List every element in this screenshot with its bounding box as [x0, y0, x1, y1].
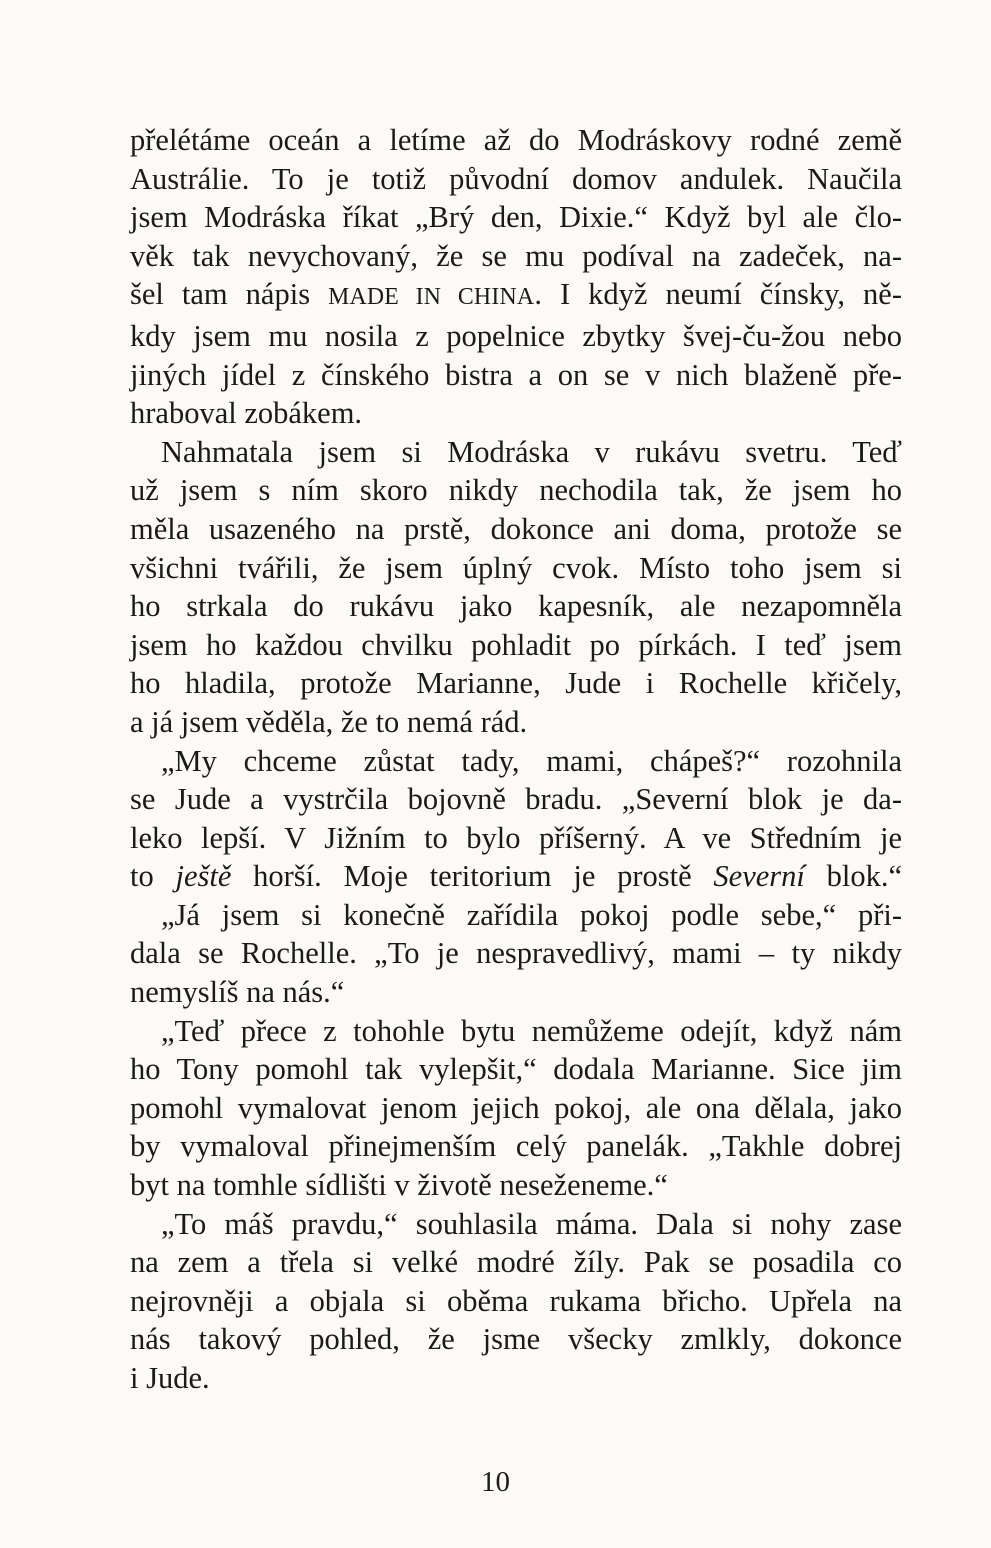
- small-caps-text: MADE IN CHINA: [328, 284, 535, 311]
- text-line: ho Tony pomohl tak vylepšit,“ dodala Marianne. Sice jim: [130, 1052, 902, 1087]
- text-line: věk tak nevychovaný, že se mu podíval na zadeček, na-: [130, 238, 902, 273]
- text-line: nejrovněji a objala si oběma rukama břicho. Upřela na: [130, 1283, 902, 1318]
- emphasis-text: ještě: [175, 859, 232, 894]
- text-line: „To máš pravdu,“ souhlasila máma. Dala si nohy zase: [161, 1206, 902, 1241]
- text-line: hraboval zobákem.: [130, 396, 363, 431]
- text-line: nemyslíš na nás.“: [130, 975, 345, 1010]
- text-line: a já jsem věděla, že to nemá rád.: [130, 704, 528, 739]
- text-line: dala se Rochelle. „To je nespravedlivý, mami – ty nikdy: [130, 936, 902, 971]
- text-line: Nahmatala jsem si Modráska v rukávu svetru. Teď: [161, 434, 902, 469]
- text-line: už jsem s ním skoro nikdy nechodila tak, že jsem ho: [130, 473, 902, 508]
- text-line: měla usazeného na prstě, dokonce ani doma, protože se: [130, 511, 902, 546]
- page-number: 10: [481, 1466, 510, 1498]
- text-segment: blok.“: [804, 859, 903, 894]
- text-segment: šel tam nápis: [130, 277, 329, 312]
- emphasis-text: Severní: [713, 859, 805, 894]
- text-line: na zem a třela si velké modré žíly. Pak se posadila co: [130, 1245, 902, 1280]
- text-line: „Teď přece z tohohle bytu nemůžeme odejít, když nám: [161, 1013, 902, 1048]
- text-line: i Jude.: [130, 1361, 210, 1395]
- text-line: se Jude a vystrčila bojovně bradu. „Severní blok je da-: [130, 782, 902, 817]
- text-line: leko lepší. V Jižním to bylo příšerný. A ve Středním je: [130, 820, 902, 855]
- text-line: byt na tomhle sídlišti v životě neseženeme.“: [130, 1168, 668, 1203]
- text-line: všichni tvářili, že jsem úplný cvok. Místo toho jsem si: [130, 550, 902, 585]
- text-line: Austrálie. To je totiž původní domov andulek. Naučila: [130, 161, 902, 196]
- text-line: jiných jídel z čínského bistra a on se v nich blaženě pře-: [130, 357, 902, 392]
- text-line: „My chceme zůstat tady, mami, chápeš?“ rozohnila: [161, 743, 902, 778]
- text-line: jsem Modráska říkat „Brý den, Dixie.“ Když byl ale člo-: [130, 200, 902, 235]
- text-segment: . I když neumí čínsky, ně-: [534, 277, 902, 312]
- text-segment: horší. Moje teritorium je prostě: [231, 859, 714, 894]
- text-line: pomohl vymalovat jenom jejich pokoj, ale ona dělala, jako: [130, 1090, 902, 1125]
- text-line: [130, 275, 902, 317]
- text-line: nás takový pohled, že jsme všecky zmlkly, dokonce: [130, 1322, 902, 1357]
- text-line: jsem ho každou chvilku pohladit po pírkách. I teď jsem: [130, 627, 902, 662]
- body-text: [130, 121, 902, 1398]
- text-segment: to: [130, 859, 176, 894]
- text-line: [130, 857, 902, 896]
- text-line: ho strkala do rukávu jako kapesník, ale nezapomněla: [130, 589, 902, 624]
- text-line: kdy jsem mu nosila z popelnice zbytky švej-ču-žou nebo: [130, 318, 902, 353]
- text-line: by vymaloval přinejmenším celý panelák. „Takhle dobrej: [130, 1129, 902, 1164]
- text-line: „Já jsem si konečně zařídila pokoj podle sebe,“ při-: [161, 897, 902, 932]
- text-line: přelétáme oceán a letíme až do Modráskovy rodné země: [130, 123, 902, 157]
- text-line: ho hladila, protože Marianne, Jude i Rochelle křičely,: [130, 666, 902, 701]
